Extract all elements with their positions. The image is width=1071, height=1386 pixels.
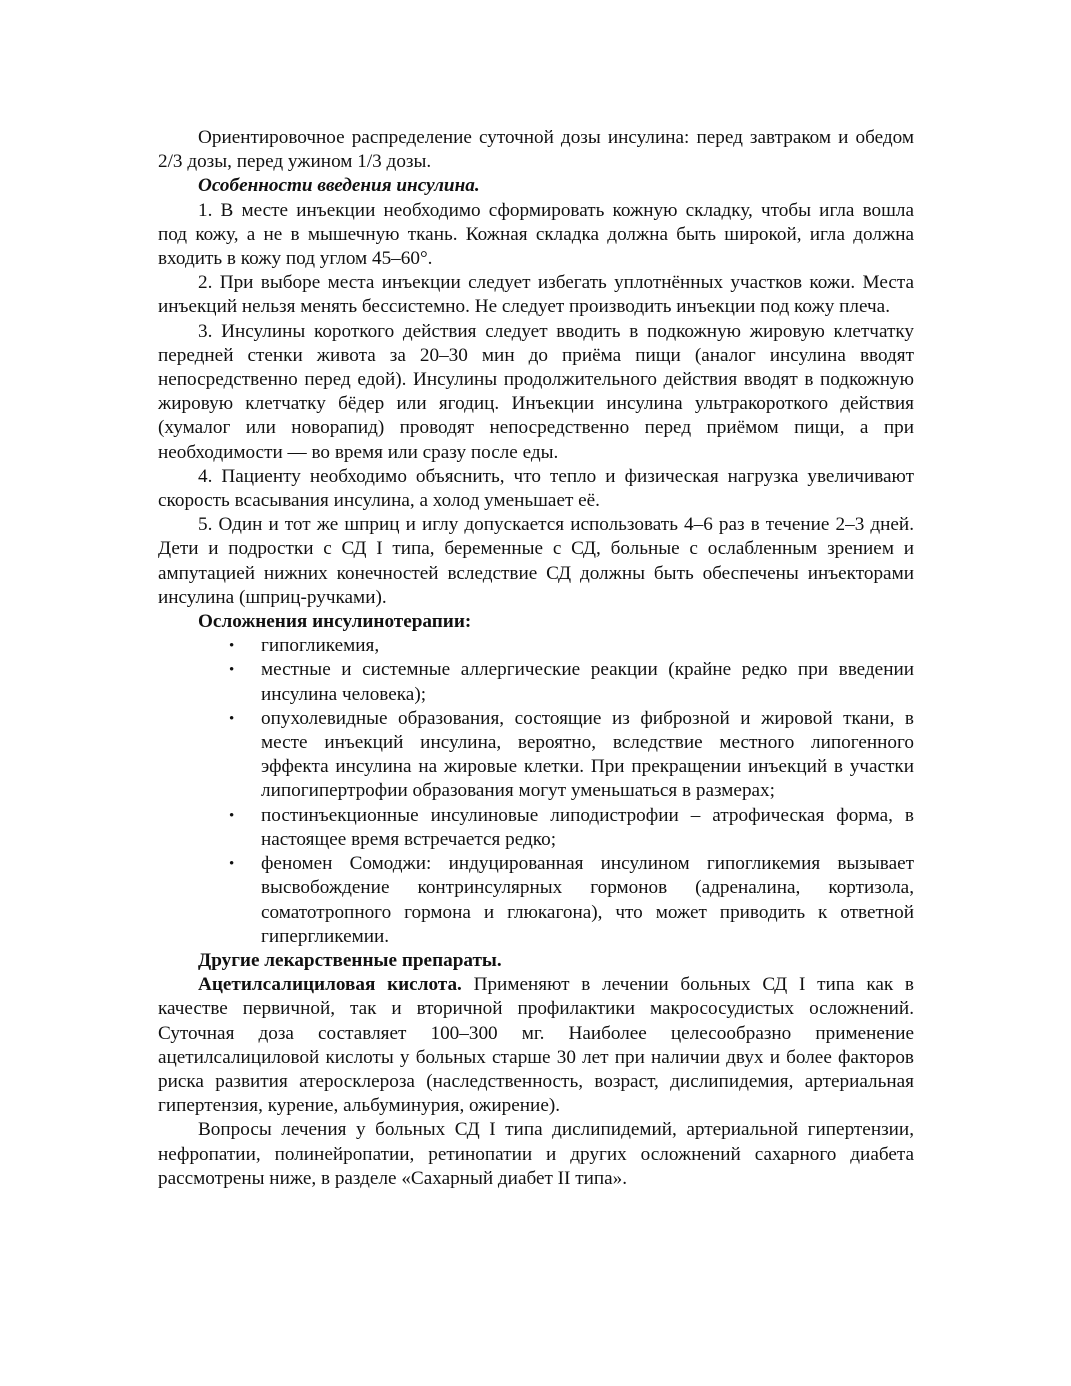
features-heading: Особенности введения инсулина. — [198, 175, 480, 197]
bullet-icon: • — [229, 807, 235, 824]
bullet-icon: • — [229, 856, 235, 873]
complication-item — [158, 852, 914, 949]
feature-item-4: 4. Пациенту необходимо объяснить, что тепло и физическая нагрузка увеличивают скорость всасывания инсулина, а холод уменьшает её. — [158, 465, 914, 512]
feature-item-2: 2. При выборе места инъекции следует избегать уплотнённых участков кожи. Места инъекций нельзя менять бессистемно. Не следует производить инъекции под кожу плеча. — [158, 272, 914, 318]
other-drugs-heading: Другие лекарственные препараты. — [198, 949, 502, 971]
intro-paragraph: Ориентировочное распределение суточной дозы инсулина: перед завтраком и обедом 2/3 дозы, перед ужином 1/3 дозы. — [158, 127, 914, 173]
complications-heading: Осложнения инсулинотерапии: — [198, 611, 472, 633]
complication-text: местные и системные аллергические реакции (крайне редко при введении инсулина человека); — [261, 659, 914, 705]
bullet-icon: • — [229, 710, 235, 727]
document-page — [158, 126, 914, 1191]
complication-text: гипогликемия, — [261, 635, 380, 657]
aspirin-title: Ацетилсалициловая кислота. — [198, 974, 462, 996]
bullet-icon: • — [229, 638, 235, 655]
complication-text: опухолевидные образования, состоящие из фиброзной и жировой ткани, в месте инъекций инсулина, вероятно, вследствие местного липогенного эффекта инсулина на жировые клетки. При прекращении инъекций в участки липогипертрофии образования могут уменьшаться в размерах; — [261, 707, 914, 802]
bullet-icon: • — [229, 662, 235, 679]
closing-paragraph: Вопросы лечения у больных СД I типа дислипидемий, артериальной гипертензии, нефропатии, полинейропатии, ретинопатии и других осложнений сахарного диабета рассмотрены ниже, в разделе «Сахарный диабет II типа». — [158, 1119, 914, 1189]
complication-text: постинъекционные инсулиновые липодистрофии – атрофическая форма, в настоящее время встречается редко; — [261, 804, 914, 850]
complications-list — [158, 634, 914, 949]
aspirin-text: Применяют в лечении больных СД I типа как в качестве первичной, так и вторичной профилактики макрососудистых осложнений. Суточная доза составляет 100–300 мг. Наиболее целесообразно применение ацетилсалициловой кислоты у больных старше 30 лет при наличии двух и более факторов риска развития атеросклероза (наследственность, возраст, дислипидемия, артериальная гипертензия, курение, альбуминурия, ожирение). — [158, 974, 914, 1117]
complication-item — [158, 707, 914, 804]
feature-item-3: 3. Инсулины короткого действия следует вводить в подкожную жировую клетчатку передней стенки живота за 20–30 мин до приёма пищи (аналог инсулина вводят непосредственно перед едой). Инсулины продолжительного действия вводят в подкожную жировую клетчатку бёдер или ягодиц. Инъекции инсулина ультракороткого действия (хумалог или новорапид) проводят непосредственно перед приёмом пищи, а при необходимости — во время или сразу после еды. — [158, 320, 914, 463]
complication-item — [158, 634, 914, 658]
complication-item — [158, 658, 914, 706]
feature-item-5: 5. Один и тот же шприц и иглу допускается использовать 4–6 раз в течение 2–3 дней. Дети и подростки с СД I типа, беременные с СД, больные с ослабленным зрением и ампутацией нижних конечностей вследствие СД должны быть обеспечены инъекторами инсулина (шприц-ручками). — [158, 514, 914, 608]
complication-text: феномен Сомоджи: индуцированная инсулином гипогликемия вызывает высвобождение контринсулярных гормонов (адреналина, кортизола, соматотропного гормона и глюкагона), что может приводить к ответной гипергликемии. — [261, 853, 914, 947]
feature-item-1: 1. В месте инъекции необходимо сформировать кожную складку, чтобы игла вошла под кожу, а не в мышечную ткань. Кожная складка должна быть широкой, игла должна входить в кожу под углом 45–60°. — [158, 199, 914, 270]
complication-item — [158, 804, 914, 852]
aspirin-paragraph — [158, 973, 914, 1118]
